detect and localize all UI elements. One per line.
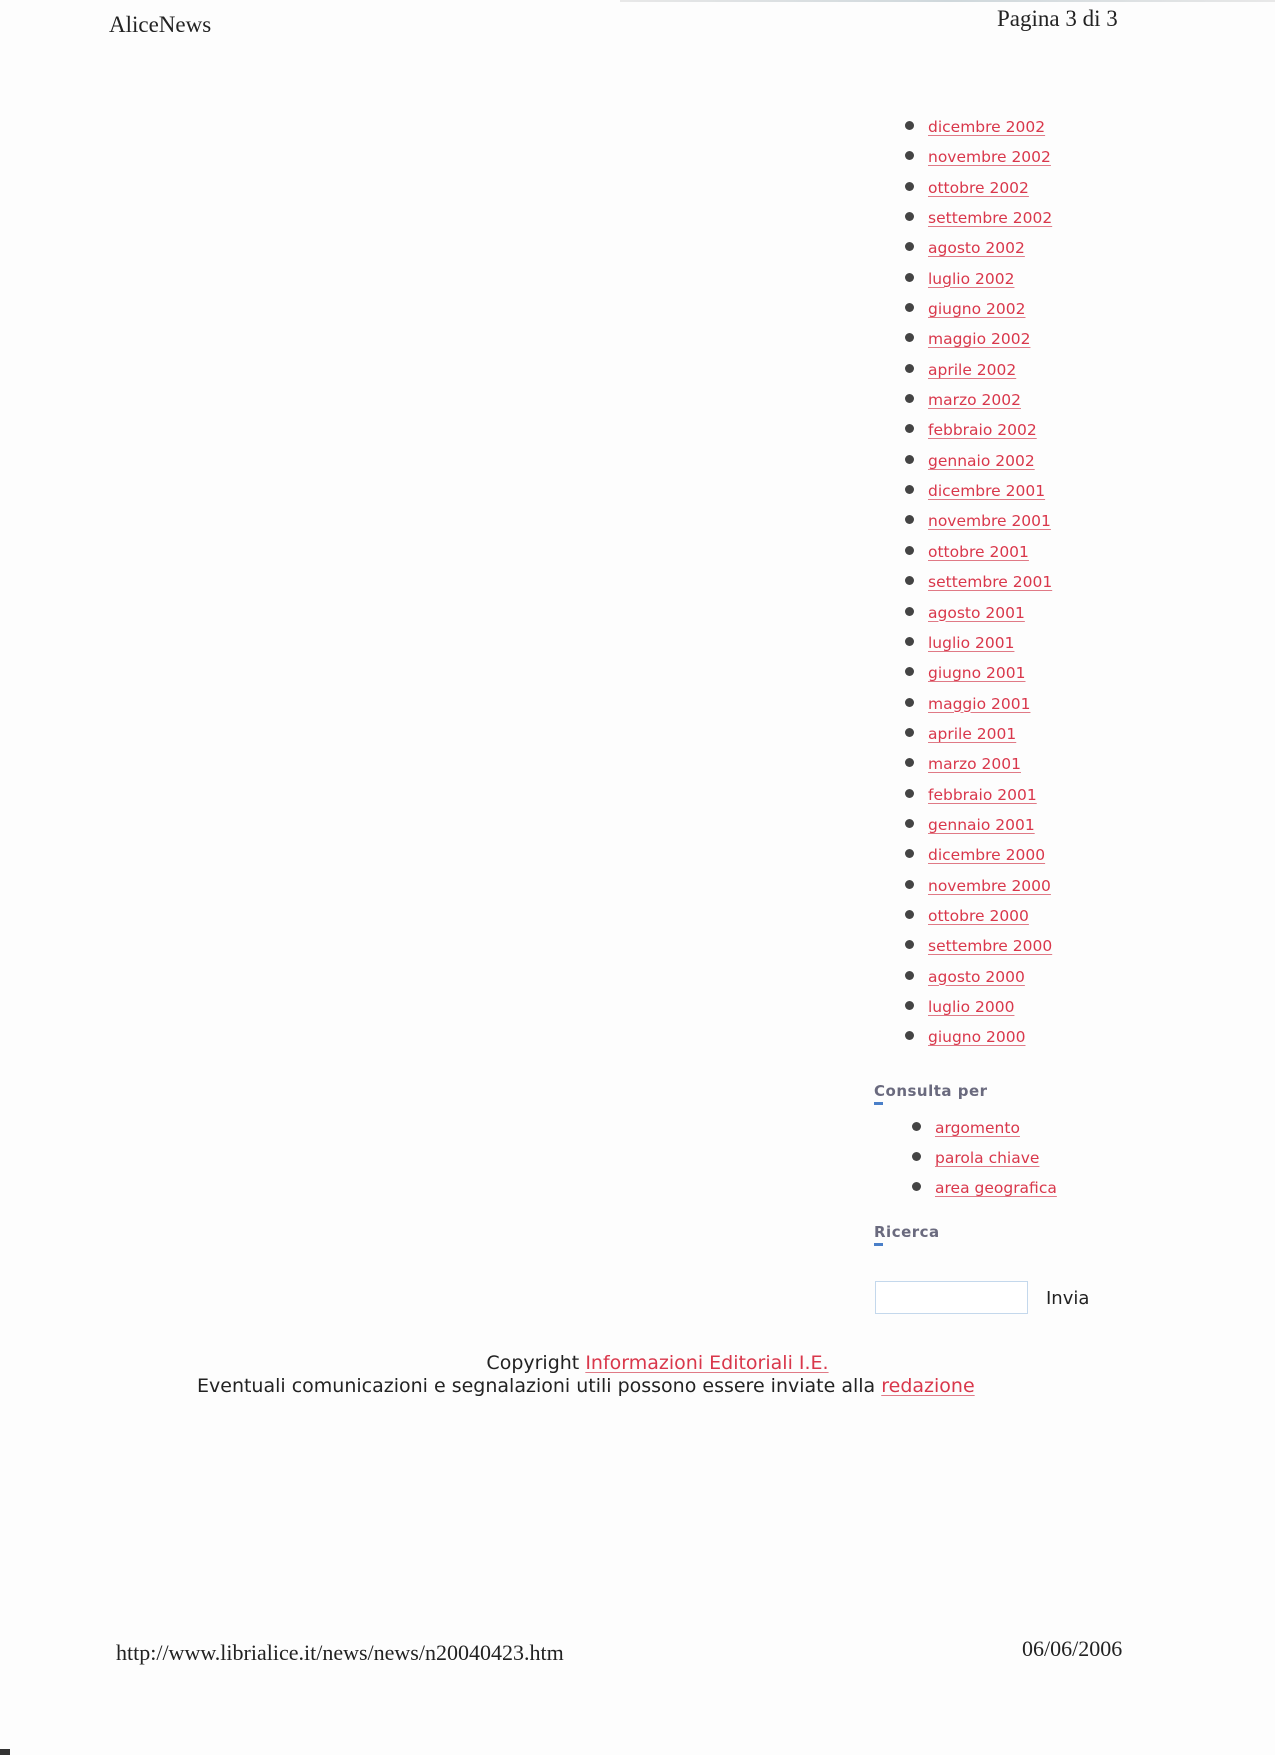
- list-item: [912, 1143, 1057, 1173]
- list-item: [905, 506, 1052, 536]
- bullet-icon: [905, 789, 914, 798]
- bullet-icon: [905, 728, 914, 737]
- list-item: [905, 203, 1052, 233]
- bullet-icon: [905, 364, 914, 373]
- bullet-icon: [905, 182, 914, 191]
- list-item: [905, 749, 1052, 779]
- archive-link[interactable]: aprile 2001: [928, 724, 1017, 743]
- search-input[interactable]: [875, 1281, 1028, 1314]
- archive-link[interactable]: agosto 2001: [928, 603, 1025, 622]
- print-footer-date: 06/06/2006: [1022, 1636, 1123, 1661]
- list-item: [905, 962, 1052, 992]
- print-header-page-indicator: Pagina 3 di 3: [997, 6, 1118, 31]
- bullet-icon: [912, 1182, 921, 1191]
- bullet-icon: [905, 607, 914, 616]
- list-item: [905, 780, 1052, 810]
- bullet-icon: [905, 273, 914, 282]
- print-footer-url: http://www.librialice.it/news/news/n20040423.htm: [116, 1640, 564, 1665]
- archive-link[interactable]: luglio 2000: [928, 997, 1015, 1016]
- consulta-link-area-geografica[interactable]: area geografica: [935, 1179, 1057, 1197]
- list-item: [905, 476, 1052, 506]
- archive-link[interactable]: novembre 2002: [928, 148, 1051, 167]
- bullet-icon: [905, 576, 914, 585]
- list-item: [905, 385, 1052, 415]
- archive-link[interactable]: maggio 2002: [928, 330, 1031, 349]
- archive-link[interactable]: giugno 2002: [928, 300, 1026, 319]
- contact-line: [197, 1375, 975, 1397]
- list-item: [905, 1022, 1052, 1052]
- archive-link[interactable]: marzo 2002: [928, 391, 1021, 410]
- ricerca-heading: Ricerca: [874, 1223, 940, 1241]
- archive-link[interactable]: settembre 2001: [928, 573, 1053, 592]
- list-item: [905, 901, 1052, 931]
- archive-link[interactable]: gennaio 2001: [928, 815, 1035, 834]
- bullet-icon: [905, 394, 914, 403]
- archive-link[interactable]: agosto 2002: [928, 239, 1025, 258]
- list-item: [905, 931, 1052, 961]
- consulta-list: [912, 1113, 1057, 1203]
- archive-link[interactable]: dicembre 2001: [928, 482, 1046, 501]
- list-item: [905, 658, 1052, 688]
- archive-link[interactable]: luglio 2001: [928, 633, 1015, 652]
- list-item: [905, 233, 1052, 263]
- archive-link[interactable]: novembre 2001: [928, 512, 1051, 531]
- bullet-icon: [905, 667, 914, 676]
- bullet-icon: [905, 303, 914, 312]
- archive-link[interactable]: febbraio 2002: [928, 421, 1037, 440]
- list-item: [905, 264, 1052, 294]
- archive-link[interactable]: dicembre 2002: [928, 118, 1046, 136]
- consulta-heading: Consulta per: [874, 1082, 988, 1100]
- archive-link[interactable]: giugno 2001: [928, 664, 1026, 683]
- bullet-icon: [905, 242, 914, 251]
- archive-link[interactable]: ottobre 2001: [928, 542, 1029, 561]
- list-item: [905, 294, 1052, 324]
- archive-link[interactable]: giugno 2000: [928, 1028, 1026, 1047]
- consulta-link-parola-chiave[interactable]: parola chiave: [935, 1149, 1040, 1167]
- bullet-icon: [905, 515, 914, 524]
- bullet-icon: [905, 424, 914, 433]
- list-item: [905, 112, 1052, 142]
- archive-link[interactable]: settembre 2000: [928, 937, 1053, 956]
- archive-link[interactable]: agosto 2000: [928, 967, 1025, 986]
- list-item: [905, 355, 1052, 385]
- copyright-line: [0, 1352, 1275, 1374]
- bullet-icon: [905, 849, 914, 858]
- list-item: [905, 840, 1052, 870]
- list-item: [905, 810, 1052, 840]
- archive-link[interactable]: febbraio 2001: [928, 785, 1037, 804]
- bullet-icon: [905, 485, 914, 494]
- bullet-icon: [912, 1152, 921, 1161]
- bullet-icon: [905, 758, 914, 767]
- scan-edge-artifact: [620, 0, 1275, 2]
- bullet-icon: [905, 333, 914, 342]
- list-item: [905, 415, 1052, 445]
- archive-link[interactable]: aprile 2002: [928, 360, 1017, 379]
- bullet-icon: [905, 455, 914, 464]
- consulta-link-argomento[interactable]: argomento: [935, 1119, 1020, 1137]
- bullet-icon: [905, 698, 914, 707]
- archive-link[interactable]: novembre 2000: [928, 876, 1051, 895]
- archive-link[interactable]: settembre 2002: [928, 209, 1053, 228]
- scan-corner-artifact: [0, 1749, 10, 1755]
- list-item: [905, 628, 1052, 658]
- print-header-site-title: AliceNews: [109, 12, 212, 37]
- bullet-icon: [912, 1122, 921, 1131]
- bullet-icon: [905, 1031, 914, 1040]
- list-item: [905, 142, 1052, 172]
- archive-link[interactable]: gennaio 2002: [928, 451, 1035, 470]
- bullet-icon: [905, 910, 914, 919]
- list-item: [905, 992, 1052, 1022]
- list-item: [912, 1113, 1057, 1143]
- bullet-icon: [905, 971, 914, 980]
- bullet-icon: [905, 880, 914, 889]
- copyright-link[interactable]: Informazioni Editoriali I.E.: [585, 1352, 829, 1374]
- list-item: [905, 446, 1052, 476]
- bullet-icon: [905, 940, 914, 949]
- list-item: [905, 537, 1052, 567]
- bullet-icon: [905, 151, 914, 160]
- redazione-link[interactable]: redazione: [881, 1375, 975, 1397]
- list-item: [905, 173, 1052, 203]
- bullet-icon: [905, 637, 914, 646]
- contact-text: Eventuali comunicazioni e segnalazioni utili possono essere inviate alla: [197, 1375, 876, 1397]
- archive-link[interactable]: maggio 2001: [928, 694, 1031, 713]
- list-item: [912, 1173, 1057, 1203]
- bullet-icon: [905, 1001, 914, 1010]
- list-item: [905, 719, 1052, 749]
- copyright-label: Copyright: [486, 1352, 580, 1374]
- list-item: [905, 689, 1052, 719]
- bullet-icon: [905, 819, 914, 828]
- archive-link[interactable]: ottobre 2002: [928, 178, 1029, 197]
- archive-link[interactable]: marzo 2001: [928, 755, 1021, 774]
- list-item: [905, 324, 1052, 354]
- archive-link[interactable]: dicembre 2000: [928, 846, 1046, 865]
- bullet-icon: [905, 546, 914, 555]
- search-submit-button[interactable]: Invia: [1046, 1284, 1089, 1312]
- archive-link[interactable]: luglio 2002: [928, 269, 1015, 288]
- list-item: [905, 567, 1052, 597]
- bullet-icon: [905, 212, 914, 221]
- list-item: [905, 871, 1052, 901]
- archive-link[interactable]: ottobre 2000: [928, 906, 1029, 925]
- archive-month-list: [905, 112, 1052, 1053]
- list-item: [905, 598, 1052, 628]
- bullet-icon: [905, 121, 914, 130]
